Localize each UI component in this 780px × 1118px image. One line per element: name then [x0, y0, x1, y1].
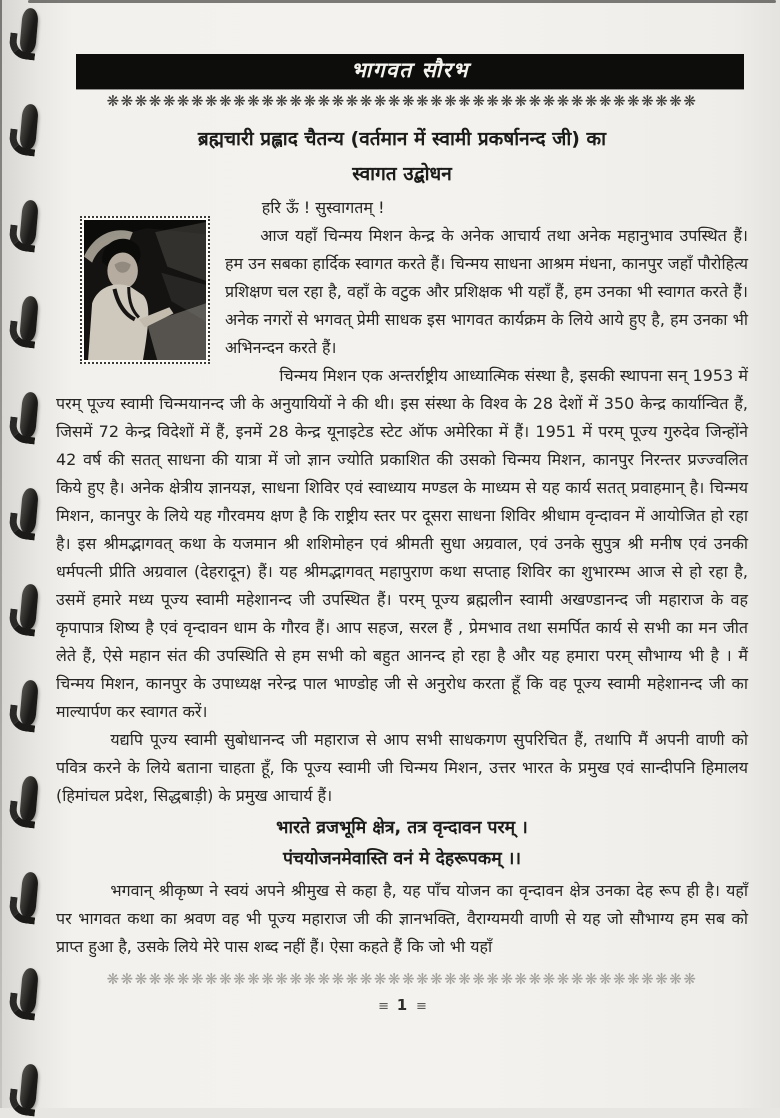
binding-hook: [6, 966, 42, 1022]
salutation: हरि ऊँ ! सुस्वागतम् !: [261, 198, 385, 217]
binding-hook: [6, 774, 42, 830]
binding-hook: [6, 390, 42, 446]
page-number-mark-left-icon: ≡: [378, 999, 388, 1014]
binding-hook: [6, 870, 42, 926]
page-number-mark-right-icon: ≡: [416, 999, 426, 1014]
binding-hook: [6, 198, 42, 254]
binding-hook: [6, 102, 42, 158]
article-title: [56, 122, 748, 192]
spiral-binding: [2, 0, 56, 1108]
binding-hook: [6, 486, 42, 542]
binding-hook: [6, 6, 42, 62]
binding-hook: [6, 1062, 42, 1118]
article-body: [56, 194, 748, 961]
flower-border-bottom-icon: ❋❋❋❋❋❋❋❋❋❋❋❋❋❋❋❋❋❋❋❋❋❋❋❋❋❋❋❋❋❋❋❋❋❋❋❋❋❋❋❋❋❋: [106, 970, 698, 988]
binding-hook: [6, 294, 42, 350]
page-content: [56, 0, 748, 1014]
flower-border-top-icon: ❋❋❋❋❋❋❋❋❋❋❋❋❋❋❋❋❋❋❋❋❋❋❋❋❋❋❋❋❋❋❋❋❋❋❋❋❋❋❋❋❋❋: [106, 92, 698, 110]
masthead-banner: [76, 54, 744, 89]
page-number: [56, 996, 748, 1014]
closing-paragraph: भगवान् श्रीकृष्ण ने स्वयं अपने श्रीमुख से कहा है, यह पाँच योजन का वृन्दावन क्षेत्र उनका देह रूप ही है। यहाँ पर भागवत कथा का श्रवण वह भी पूज्य महाराज जी की ज्ञानभक्ति, वैराग्यमयी वाणी से यह जो सौभाग्य हम सब को प्राप्त हुआ है, उसके लिये मेरे पास शब्द नहीं हैं। ऐसा कहते हैं कि जो भी यहाँ: [56, 881, 748, 956]
paragraph-2: चिन्मय मिशन एक अन्तर्राष्ट्रीय आध्यात्मिक संस्था है, इसकी स्थापना सन् 1953 में परम् पूज्य स्वामी चिन्मयानन्द जी के अनुयायियों ने की थी। इस संस्था के विश्व के 28 देशों में 350 केन्द्र कार्यान्वित हैं, जिसमें 72 केन्द्र विदेशों में हैं, इनमें 28 केन्द्र यूनाइटेड स्टेट ऑफ अमेरिका में हैं। 1951 में परम् पूज्य गुरुदेव जिन्होंने 42 वर्ष की सतत् साधना की यात्रा में जो ज्ञान ज्योति प्रकाशित की उसको चिन्मय मिशन, कानपुर निरन्तर प्रज्ज्वलित किये हुए है। अनेक क्षेत्रीय ज्ञानयज्ञ, साधना शिविर एवं स्वाध्याय मण्डल के माध्यम से यह कार्य सतत् प्रवाहमान् है। चिन्मय मिशन, कानपुर के लिये यह गौरवमय क्षण है कि राष्ट्रीय स्तर पर दूसरा साधना शिविर श्रीधाम वृन्दावन में आयोजित हो रहा है। इस श्रीमद्भागवत् कथा के यजमान श्री शशिमोहन एवं श्रीमती सुधा अग्रवाल, एवं उनके सुपुत्र श्री मनीष एवं उनकी धर्मपत्नी प्रीति अग्रवाल (देहरादून) हैं। यह श्रीमद्भागवत् महापुराण कथा सप्ताह शिविर का शुभारम्भ आज से हो रहा है, उसमें हमारे मध्य पूज्य स्वामी महेशानन्द जी उपस्थित हैं। परम् पूज्य ब्रह्मलीन स्वामी अखण्डानन्द जी महाराज के वह कृपापात्र शिष्य है एवं वृन्दावन धाम के गौरव हैं। आप सहज, सरल हैं , प्रेमभाव तथा समर्पित कार्य से सभी का मन जीत लेते हैं, ऐसे महान संत की उपस्थिति से हम सभी को बहुत आनन्द हो रहा है और यह हमारा परम् सौभाग्य भी है । मैं चिन्मय मिशन, कानपुर के उपाध्यक्ष नरेन्द्र पाल भाण्डोह जी से अनुरोध करता हूँ कि वह पूज्य स्वामी महेशानन्द जी का माल्यार्पण कर स्वागत करें।: [56, 366, 748, 721]
article-title-line2: स्वागत उद्बोधन: [352, 163, 452, 185]
binding-hook: [6, 678, 42, 734]
sanskrit-verse: [56, 813, 748, 875]
paragraph-1: आज यहाँ चिन्मय मिशन केन्द्र के अनेक आचार्य तथा अनेक महानुभाव उपस्थित हैं। हम उन सबका हार्दिक स्वागत करते हैं। चिन्मय साधना आश्रम मंधना, कानपुर जहाँ पौरोहित्य प्रशिक्षण चल रहा है, वहाँ के वटुक और प्रशिक्षक भी यहाँ हैं, हम उनका भी स्वागत करते हैं। अनेक नगरों से भगवत् प्रेमी साधक इस भागवत कार्यक्रम के लिये आये हुए है, हम उनका भी अभिनन्दन करते हैं।: [225, 226, 748, 357]
page-number-value: 1: [396, 996, 408, 1014]
masthead-title: भागवत सौरभ: [351, 58, 469, 82]
speaker-photo: [84, 220, 206, 360]
article-title-line1: ब्रह्मचारी प्रह्लाद चैतन्य (वर्तमान में स्वामी प्रकर्षानन्द जी) का: [197, 128, 607, 150]
photo-frame: [80, 216, 210, 364]
verse-line-1: भारते व्रजभूमि क्षेत्र, तत्र वृन्दावन परम् ।: [276, 818, 528, 838]
verse-line-2: पंचयोजनमेवास्ति वनं मे देहरूपकम् ।।: [282, 849, 522, 869]
binding-hook: [6, 582, 42, 638]
paragraph-3: यद्यपि पूज्य स्वामी सुबोधानन्द जी महाराज से आप सभी साधकगण सुपरिचित हैं, तथापि मैं अपनी वाणी को पवित्र करने के लिये बताना चाहता हूँ, कि पूज्य स्वामी जी चिन्मय मिशन, उत्तर भारत के प्रमुख एवं सान्दीपनि हिमालय (हिमांचल प्रदेश, सिद्धबाड़ी) के प्रमुख आचार्य हैं।: [56, 730, 748, 805]
